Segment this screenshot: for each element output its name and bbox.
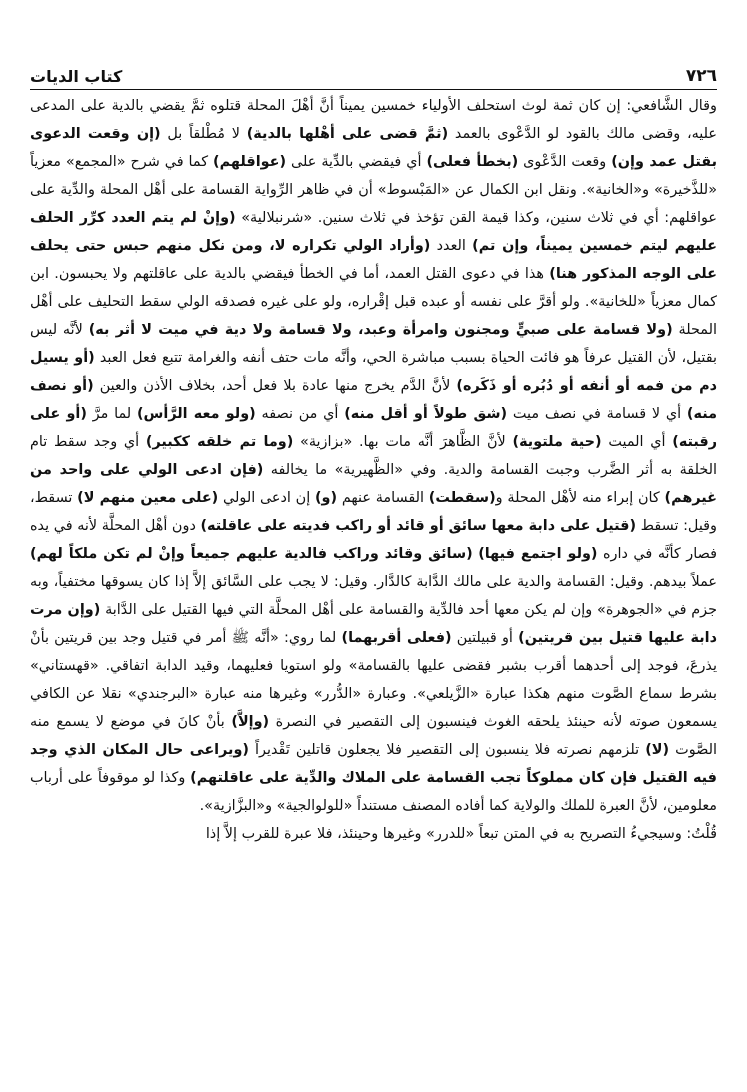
matn-text: (ولا قسامة على صبيٍّ ومجنون وامرأة وعبد، ولا قسامة ولا دية في ميت لا أثر به) [88, 322, 673, 338]
commentary-text: عملاً بيدهم. وقيل: القسامة والدية على مالك الدَّابة كالدَّار. وقيل: لا يجب على السَّائق إلاَّ إذا كان يسوقها مختفياً، وبه جزم في «الجوهرة» وإن لم يكن معها أحد فالدِّية والقسامة على أهْل المحلَّة التي فيها القتيل على الدَّابة [30, 574, 717, 618]
commentary-text: وكذا لو موقوفاً على أرباب معلومين، لأنَّ العبرة للملك والولاية كما أفاده المصنف مستنداً «للولوالجية» و«البزَّازية». [30, 770, 717, 814]
matn-text: (حية ملتوية) [512, 434, 602, 450]
matn-text: (لا) [645, 742, 670, 758]
matn-text: (إن وقعت الدعوى بقتل عمد وإن) [30, 126, 717, 170]
matn-text: (وأراد الولي تكراره لا، ومن نكل منهم حبس حتى يحلف على الوجه المذكور هنا) [30, 238, 717, 282]
matn-text: (وإنْ لم يتم العدد كرِّر الحلف عليهم ليتم خمسين يميناً، وإن تم) [30, 210, 717, 254]
commentary-text: وقال الشَّافعي: إن كان ثمة لوث استحلف الأولياء خمسين يميناً أنَّ أهْلَ المحلة قتلوه ثمَّ يقضي بالدية على المدعى عليه، وقضى مالك بالقود لو الدَّعْوى بالعمد [30, 98, 717, 142]
matn-text: (وما تم خلقه ككبير) [145, 434, 294, 450]
commentary-text: أي وجد سقط تام الخلقة به أثر الضَّرب وجبت القسامة والدية. وفي «الظَّهيرية» ما يخالفه [30, 434, 717, 478]
matn-text: (بخطأ فعلى) [426, 154, 519, 170]
commentary-text: كما في شرح «المجمع» معزياً «للذَّخيرة» و«الخانية». ونقل ابن الكمال عن «المَبْسوط» أن في ظاهر الرِّواية القسامة على أهْل المحلة والدِّية على عواقلهم: أي في ثلاث سنين، وكذا قيمة القن تؤخذ في ثلاث سنين. «شرنبلالية» [30, 154, 717, 226]
commentary-text: تلزمهم نصرته فلا ينسبون إلى التقصير فلا يجعلون قاتلين تَقْديراً [248, 742, 646, 758]
commentary-text: تسقط، وقيل: تسقط [30, 490, 717, 534]
commentary-text: إن ادعى الولي [218, 490, 315, 506]
matn-text: (فإن ادعى الولي على واحد من غيرهم) [30, 462, 717, 506]
matn-text: (قتيل على دابة معها سائق أو قائد أو راكب فديته على عاقلته) [200, 518, 637, 534]
commentary-text: لما مرَّ [86, 406, 137, 422]
matn-text: (و) [314, 490, 338, 506]
paragraph [30, 92, 717, 820]
commentary-text: هذا في دعوى القتل العمد، أما في الخطأ فيقضي بالدية على عاقلتهم ولا يحبسون. ابن كمال معزياً «للخانية». ولو أقرَّ على نفسه أو عبده قبل إقْراره، ولو على غيره فصدقه الولي سقط التحليف على أهْل المحلة [30, 266, 717, 338]
commentary-text: قُلْتُ: وسيجيءُ التصريح به في المتن تبعاً «للدرر» وغيرها وحينئذ، فلا عبرة للقرب إلاَّ إذا [205, 826, 717, 842]
matn-text: (وإلاَّ) [231, 714, 270, 730]
commentary-text: لما روي: «أنَّه ﷺ أمر في قتيل وجد بين قريتين بأنْ يذرعَ، فوجد إلى أحدهما أقرب بشبر فقضى عليها بالقسامة» ولو استويا فعليهما، وقيد الدابة اتفاقي. «قهستاني» بشرط سماع الصَّوت منهم هكذا عبارة «الزَّيلعي». وعبارة «الدُّرر» وغيرها منه عبارة «البرجندي» نقلا عن الكافي يسمعون صوته لأنه حينئذ يلحقه الغوث فينسبون إلى التقصير في النصرة [30, 630, 717, 730]
matn-text: (أو نصف منه) [30, 378, 717, 422]
commentary-text: أي فيقضي بالدِّية على [286, 154, 427, 170]
matn-text: (ولو معه الرَّأس) [136, 406, 256, 422]
matn-text: (ويراعى حال المكان الذي وجد فيه القتيل فإن كان مملوكاً تجب القسامة على الملاك والدِّية على عاقلتهم) [30, 742, 717, 786]
matn-text: (وإن مرت دابة عليها قتيل بين قريتين) [30, 602, 717, 646]
commentary-text: لأنَّ الدَّم يخرج منها عادة بلا فعل أحد، بخلاف الأذن والعين [93, 378, 457, 394]
commentary-text: العدد [430, 238, 473, 254]
matn-text: (ولو اجتمع فيها) [478, 546, 598, 562]
page-number: ٧٢٦ [685, 66, 717, 86]
commentary-text: أي لا قسامة في نصف ميت [507, 406, 687, 422]
matn-text: (سقطت) [428, 490, 496, 506]
commentary-text: دون أهْل المحلَّة لأنه في يده فصار كأنَّه في داره [30, 518, 717, 562]
matn-text: (أو يسيل دم من فمه أو أنفه أو دُبُره أو ذَكَره) [30, 350, 717, 394]
commentary-text: لأنَّ الظَّاهرَ أنَّه مات بها. «بزازية» [293, 434, 513, 450]
matn-text: (شق طولاً أو أقل منه) [344, 406, 508, 422]
body-text [30, 92, 717, 1087]
commentary-text: كان إبراء منه لأهْل المحلة و [495, 490, 665, 506]
page-header [30, 60, 717, 90]
paragraph [30, 820, 717, 848]
matn-text: (عواقلهم) [213, 154, 287, 170]
commentary-text: القسامة عنهم [337, 490, 429, 506]
commentary-text: وقعت الدَّعْوى [518, 154, 612, 170]
matn-text: (على معين منهم لا) [77, 490, 219, 506]
matn-text: (سائق وقائد وراكب فالدية عليهم جميعاً وإنْ لم تكن ملكاً لهم) [30, 546, 473, 562]
matn-text: (ثمَّ قضى على أهْلها بالدية) [246, 126, 449, 142]
commentary-text: لأنَّه ليس بقتيل، لأن القتيل عرفاً هو فائت الحياة بسبب مباشرة الحي، وأنَّه مات حتف أنفه والغرامة تتبع فعل العبد [30, 322, 717, 366]
commentary-text: لا مُطْلقاً بل [160, 126, 247, 142]
commentary-text: أي الميت [601, 434, 673, 450]
matn-text: (أو على رقبته) [30, 406, 717, 450]
matn-text: (فعلى أقربهما) [341, 630, 452, 646]
running-title: كتاب الديات [30, 67, 123, 86]
commentary-text: بأنْ كانَ في موضع لا يسمع منه الصَّوت [30, 714, 717, 758]
commentary-text: أو قبيلتين [451, 630, 519, 646]
commentary-text: أي من نصفه [255, 406, 345, 422]
